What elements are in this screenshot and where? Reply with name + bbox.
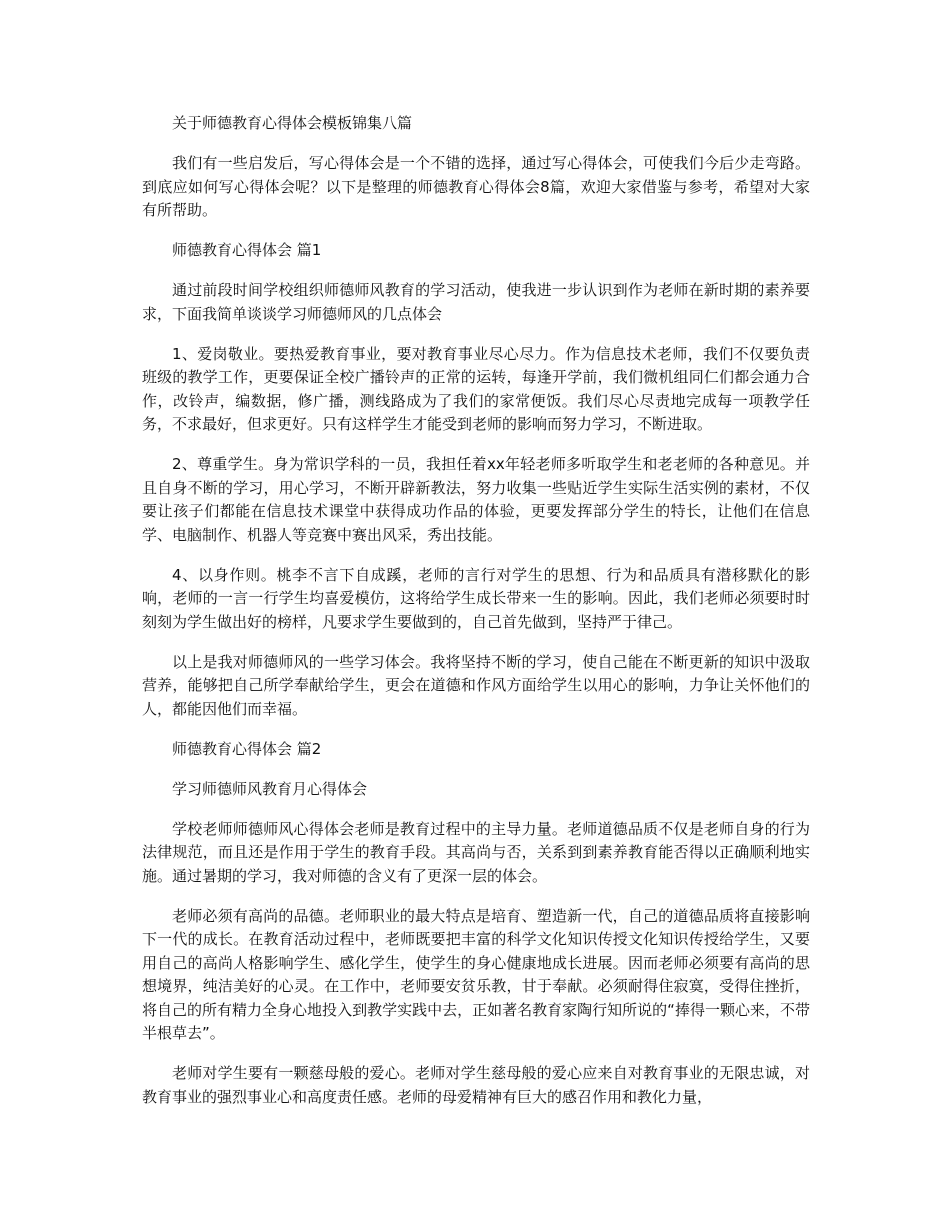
paragraph-motherly-love: 老师对学生要有一颗慈母般的爱心。老师对学生慈母般的爱心应来自对教育事业的无限忠诚，对教育事业的强烈事业心和高度责任感。老师的母爱精神有巨大的感召作用和教化力量， — [142, 1064, 810, 1106]
paragraph-study-activity: 通过前段时间学校组织师德师风教育的学习活动，使我进一步认识到作为老师在新时期的素养要求，下面我简单谈谈学习师德师风的几点体会 — [142, 281, 810, 323]
paragraph-point-1: 1、爱岗敬业。要热爱教育事业，要对教育事业尽心尽力。作为信息技术老师，我们不仅要负责班级的教学工作，更要保证全校广播铃声的正常的运转，每逢开学前，我们微机组同仁们都会通力合作，改铃声，编数据，修广播，测线路成为了我们的家常便饭。我们尽心尽责地完成每一项教学任务，不求最好，但求更好。只有这样学生才能受到老师的影响而努力学习，不断进取。 — [142, 344, 810, 433]
paragraph-point-4: 4、以身作则。桃李不言下自成蹊，老师的言行对学生的思想、行为和品质具有潜移默化的影响，老师的一言一行学生均喜爱模仿，这将给学生成长带来一生的影响。因此，我们老师必须要时时刻刻为学生做出好的榜样，凡要求学生要做到的，自己首先做到，坚持严于律己。 — [142, 565, 810, 631]
paragraph-point-2: 2、尊重学生。身为常识学科的一员，我担任着xx年轻老师多听取学生和老老师的各种意见。并且自身不断的学习，用心学习，不断开辟新教法，努力收集一些贴近学生实际生活实例的素材，不仅要让孩子们都能在信息技术课堂中获得成功作品的体验，更要发挥部分学生的特长，让他们在信息学、电脑制作、机器人等竞赛中赛出风采，秀出技能。 — [142, 455, 810, 544]
paragraph-summary-1: 以上是我对师德师风的一些学习体会。我将坚持不断的学习，使自己能在不断更新的知识中汲取营养，能够把自己所学奉献给学生，更会在道德和作风方面给学生以用心的影响，力争让关怀他们的人，都能因他们而幸福。 — [142, 652, 810, 718]
intro-paragraph: 我们有一些启发后，写心得体会是一个不错的选择，通过写心得体会，可使我们今后少走弯路。到底应如何写心得体会呢？以下是整理的师德教育心得体会8篇，欢迎大家借鉴与参考，希望对大家有所帮助。 — [142, 154, 810, 219]
section-heading-1: 师德教育心得体会 篇1 — [172, 241, 322, 259]
section-heading-2: 师德教育心得体会 篇2 — [172, 739, 322, 758]
paragraph-teacher-role: 学校老师师德师风心得体会老师是教育过程中的主导力量。老师道德品质不仅是老师自身的行为法律规范，而且还是作用于学生的教育手段。其高尚与否，关系到到素养教育能否得以正确顺利地实施。通过暑期的学习，我对师德的含义有了更深一层的体会。 — [142, 819, 810, 885]
paragraph-noble-character: 老师必须有高尚的品德。老师职业的最大特点是培育、塑造新一代，自己的道德品质将直接影响下一代的成长。在教育活动过程中，老师既要把丰富的科学文化知识传授文化知识传授给学生，又要用自己的高尚人格影响学生、感化学生，使学生的身心健康地成长进展。因而老师必须要有高尚的思想境界，纯洁美好的心灵。在工作中，老师要安贫乐教，甘于奉献。必须耐得住寂寞，受得住挫折，将自己的所有精力全身心地投入到教学实践中去，正如著名教育家陶行知所说的“捧得一颗心来，不带半根草去”。 — [142, 906, 810, 1042]
document-title: 关于师德教育心得体会模板锦集八篇 — [172, 114, 413, 132]
section-subtitle-2: 学习师德师风教育月心得体会 — [172, 779, 368, 798]
document-page — [142, 112, 810, 1126]
